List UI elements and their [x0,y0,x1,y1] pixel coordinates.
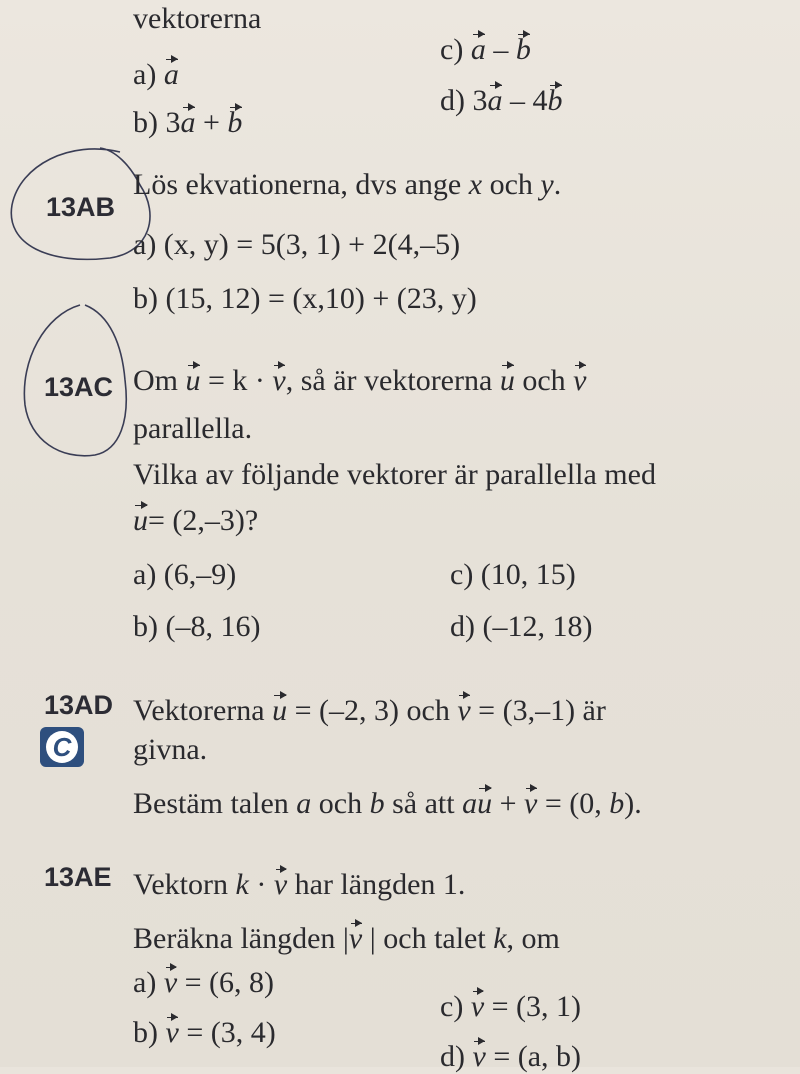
ex13ac-line3: Vilka av följande vektorer är parallella med [133,458,656,491]
ex13ac-a: a) (6,–9) [133,558,237,591]
level-c-icon: C [46,731,78,763]
item-a: a) a [133,58,179,91]
ex13ab-b: b) (15, 12) = (x,10) + (23, y) [133,282,477,315]
item-b: b) 3a + b [133,106,243,139]
item-d: d) 3a – 4b [440,84,563,117]
ex13ae-a: a) v = (6, 8) [133,966,275,999]
ex13ab-a: a) (x, y) = 5(3, 1) + 2(4,–5) [133,228,461,261]
level-c-badge [40,727,84,767]
ex13ac-line2: parallella. [133,412,253,445]
item-c: c) a – b [440,33,531,66]
ex13ab-prompt: Lös ekvationerna, dvs ange x och y. [133,168,562,201]
ex13ac-line4: u= (2,–3)? [133,504,259,537]
ex13ae-line2: Beräkna längden |v | och talet k, om [133,922,560,955]
ex13ae-c: c) v = (3, 1) [440,990,582,1023]
ex13ac-c: c) (10, 15) [450,558,576,591]
ex13ac-line1: Om u = k · v, så är vektorerna u och v [133,364,587,397]
exercise-label-13ac: 13AC [44,372,114,402]
exercise-label-13ab: 13AB [46,192,116,222]
ex13ae-line1: Vektorn k · v har längden 1. [133,868,466,901]
ex13ad-line1: Vektorerna u = (–2, 3) och v = (3,–1) är [133,694,606,727]
ex13ad-line2: givna. [133,733,208,766]
exercise-label-13ad: 13AD [44,690,114,720]
ex13ac-b: b) (–8, 16) [133,610,261,643]
intro-line: vektorerna [133,2,262,35]
ex13ae-d: d) v = (a, b) [440,1040,582,1073]
exercise-label-13ae: 13AE [44,862,112,892]
ex13ac-d: d) (–12, 18) [450,610,593,643]
ex13ad-line3: Bestäm talen a och b så att au + v = (0, b). [133,787,642,820]
ex13ae-b: b) v = (3, 4) [133,1016,276,1049]
